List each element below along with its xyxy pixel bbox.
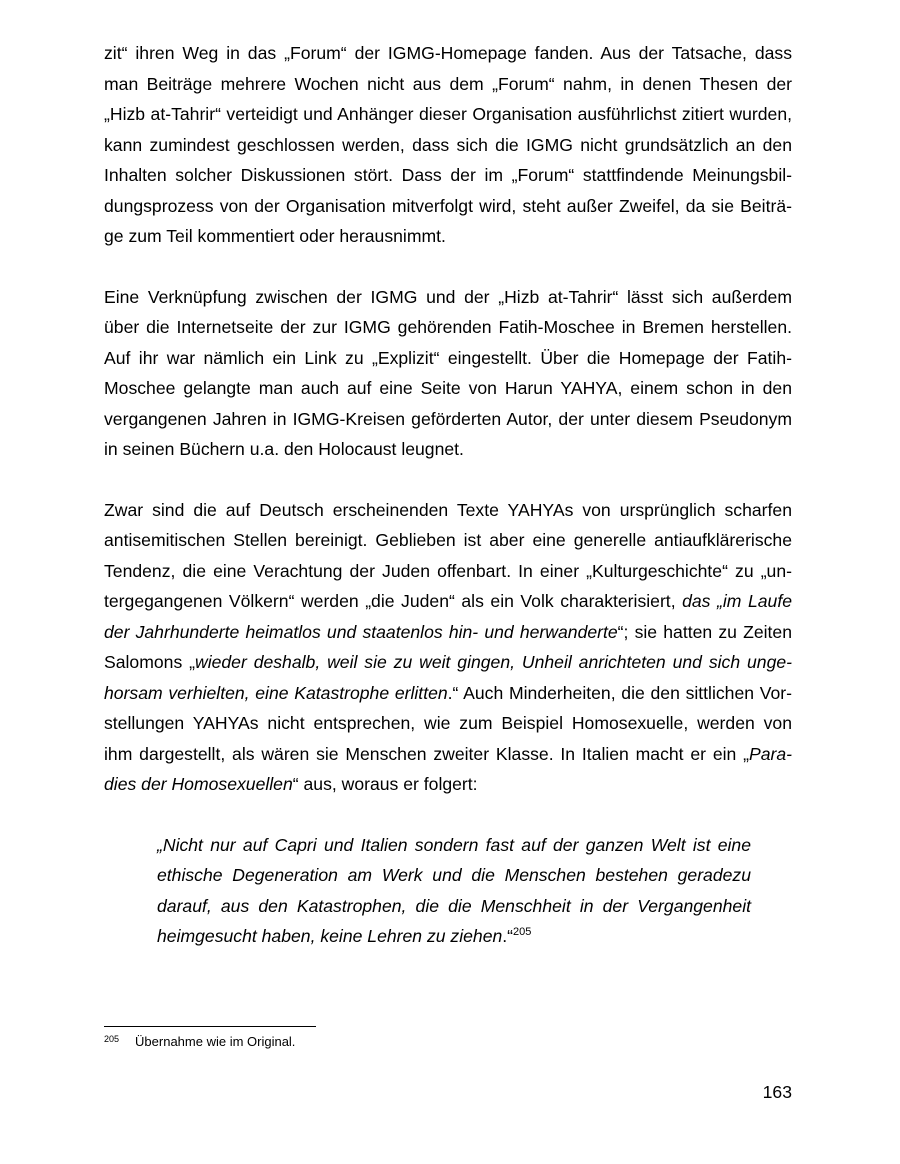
quote-text: heimgesucht haben, keine Lehren zu ziehen <box>157 926 503 946</box>
italic-citation: das „im Laufe <box>682 591 792 611</box>
text-line: ge zum Teil kommentiert oder herausnimmt. <box>104 226 446 246</box>
text-line <box>104 683 792 703</box>
text-line: Eine Verknüpfung zwischen der IGMG und der „Hizb at-Tahrir“ lässt sich außerdem <box>104 287 792 307</box>
text-line: über die Internetseite der zur IGMG gehörenden Fatih-Moschee in Bremen herstellen. <box>104 317 792 337</box>
text-span: tergegangenen Völkern“ werden „die Juden“ als ein Volk charakterisiert, <box>104 591 683 611</box>
text-line <box>104 774 792 794</box>
italic-citation: der Jahrhunderte heimatlos und staatenlos hin- und herwanderte <box>104 622 618 642</box>
quote-text: „Nicht nur auf Capri und Italien sondern fast auf der ganzen Welt ist eine <box>157 835 751 855</box>
text-span: “; sie hatten zu Zeiten <box>617 622 792 642</box>
text-line <box>104 591 792 611</box>
text-span: “ aus, woraus er folgert: <box>292 774 478 794</box>
text-line: Inhalten solcher Diskussionen stört. Dass der im „Forum“ stattfindende Meinungsbil- <box>104 165 792 185</box>
footnote <box>104 1034 295 1050</box>
quote-line <box>157 865 751 885</box>
text-line: „Hizb at-Tahrir“ verteidigt und Anhänger dieser Organisation ausführlichst zitiert wurden, <box>104 104 792 124</box>
text-line: man Beiträge mehrere Wochen nicht aus dem „Forum“ nahm, in denen Thesen der <box>104 74 792 94</box>
text-line: Tendenz, die eine Verachtung der Juden offenbart. In einer „Kulturgeschichte“ zu „un- <box>104 561 792 581</box>
text-line <box>104 622 792 642</box>
footnote-divider <box>104 1026 316 1027</box>
text-span: ihm dargestellt, als wären sie Menschen zweiter Klasse. In Italien macht er ein „ <box>104 744 749 764</box>
quote-text: darauf, aus den Katastrophen, die die Menschheit in der Vergangenheit <box>157 896 751 916</box>
text-line: Auf ihr war nämlich ein Link zu „Explizit“ eingestellt. Über die Homepage der Fatih- <box>104 348 792 368</box>
text-line: in seinen Büchern u.a. den Holocaust leugnet. <box>104 439 464 459</box>
text-span: .“ Auch Minderheiten, die den sittlichen Vor- <box>447 683 793 703</box>
footnote-text: Übernahme wie im Original. <box>135 1034 296 1049</box>
footnote-number: 205 <box>104 1034 120 1044</box>
text-line <box>104 652 792 672</box>
text-line: antisemitischen Stellen bereinigt. Geblieben ist aber eine generelle antiaufklärerische <box>104 530 792 550</box>
text-line: zit“ ihren Weg in das „Forum“ der IGMG-Homepage fanden. Aus der Tatsache, dass <box>104 43 792 63</box>
text-line: kann zumindest geschlossen werden, dass sich die IGMG nicht grundsätzlich an den <box>104 135 792 155</box>
text-line: Moschee gelangte man auch auf eine Seite von Harun YAHYA, einem schon in den <box>104 378 792 398</box>
text-span: Salomons „ <box>104 652 195 672</box>
text-line: vergangenen Jahren in IGMG-Kreisen geförderten Autor, der unter diesem Pseudonym <box>104 409 792 429</box>
footnote-reference[interactable]: 205 <box>513 926 532 938</box>
quote-line <box>157 835 751 855</box>
italic-citation: wieder deshalb, weil sie zu weit gingen, Unheil anrichteten und sich unge- <box>194 652 792 672</box>
italic-citation: Para- <box>748 744 792 764</box>
quote-line <box>157 926 751 946</box>
text-line <box>104 744 792 764</box>
text-span: .“ <box>502 926 514 946</box>
text-line: dungsprozess von der Organisation mitverfolgt wird, steht außer Zweifel, da sie Beiträ- <box>104 196 792 216</box>
text-line: Zwar sind die auf Deutsch erscheinenden Texte YAHYAs von ursprünglich scharfen <box>104 500 792 520</box>
text-line: stellungen YAHYAs nicht entsprechen, wie zum Beispiel Homosexuelle, werden von <box>104 713 792 733</box>
italic-citation: dies der Homosexuellen <box>104 774 293 794</box>
quote-text: ethische Degeneration am Werk und die Menschen bestehen geradezu <box>157 865 751 885</box>
page-number: 163 <box>762 1082 792 1102</box>
quote-line <box>157 896 751 916</box>
italic-citation: horsam verhielten, eine Katastrophe erlitten <box>104 683 448 703</box>
